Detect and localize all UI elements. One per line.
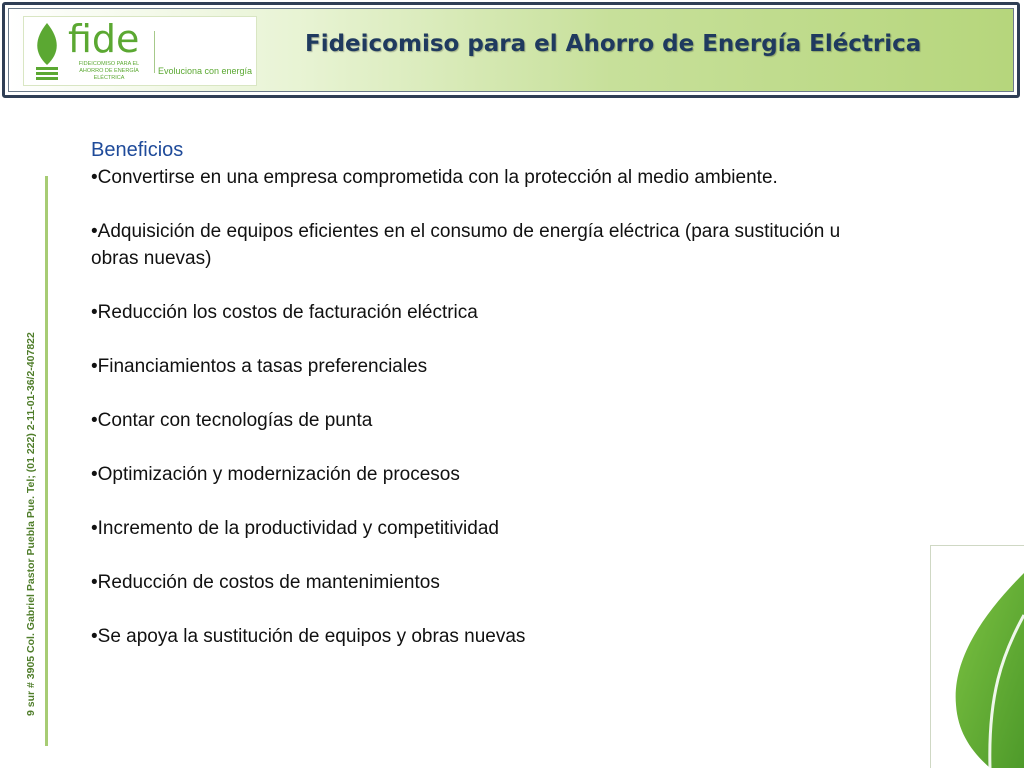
fide-leaf-logo-icon [32,21,62,81]
fide-logo [23,16,257,86]
logo-wordmark: fide [68,17,140,61]
left-divider [45,176,48,746]
logo-divider [154,31,155,73]
list-item: •Reducción de costos de mantenimientos [91,572,440,593]
list-item: •Financiamientos a tasas preferenciales [91,356,428,377]
list-item: •Reducción los costos de facturación eléctrica [91,302,478,323]
main-content [91,138,931,677]
page-title: Fideicomiso para el Ahorro de Energía Eléctrica [305,31,922,57]
address-text: 9 sur # 3905 Col. Gabriel Pastor Puebla Pue. Tel; (01 222) 2-11-01-36/2-407822 [25,332,37,716]
list-item: •Convertirse en una empresa comprometida con la protección al medio ambiente. [91,167,778,188]
list-item: •Incremento de la productividad y competitividad [91,518,499,539]
header-banner [2,2,1020,98]
logo-tagline: Evoluciona con energía [158,66,253,76]
list-item: •Adquisición de equipos eficientes en el consumo de energía eléctrica (para sustitución u obras nuevas) [91,221,841,269]
list-item: •Optimización y modernización de procesos [91,464,460,485]
list-item: •Contar con tecnologías de punta [91,410,373,431]
benefits-list [91,164,931,650]
logo-subtext: FIDEICOMISO PARA EL AHORRO DE ENERGÍA ELÉCTRICA [78,61,140,81]
header-inner [8,8,1014,92]
green-leaf-icon [930,545,1024,768]
section-title: Beneficios [91,139,184,161]
list-item: •Se apoya la sustitución de equipos y obras nuevas [91,626,526,647]
